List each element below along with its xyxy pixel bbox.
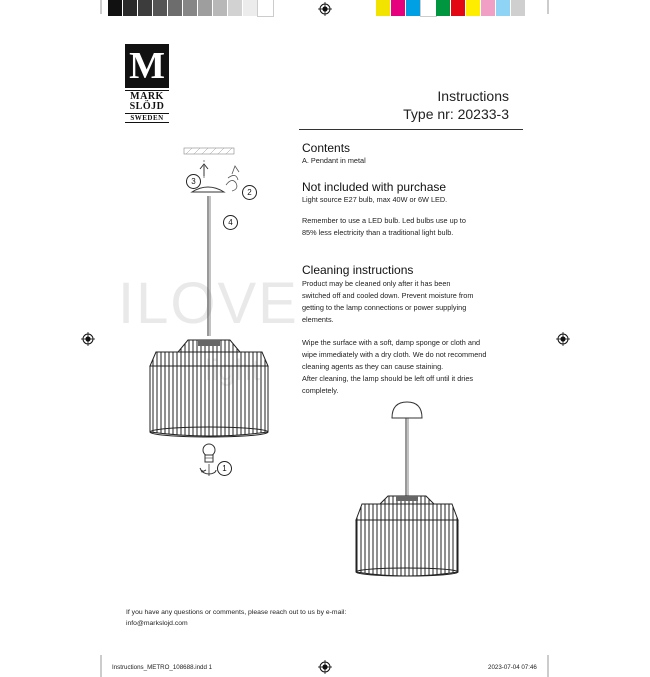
contents-item: A. Pendant in metal bbox=[302, 156, 366, 165]
step-badge-3: 3 bbox=[186, 174, 201, 189]
assembled-lamp-illustration bbox=[340, 396, 470, 586]
logo-letter: M bbox=[125, 44, 169, 88]
logo-line: SWEDEN bbox=[125, 113, 169, 123]
contact-email[interactable]: info@markslojd.com bbox=[126, 620, 188, 627]
contents-heading: Contents bbox=[302, 141, 351, 155]
print-date: 2023-07-04 07:46 bbox=[488, 664, 537, 671]
cleaning-text: Wipe the surface with a soft, damp sponge or cloth and bbox=[302, 338, 481, 347]
type-number: Type nr: 20233-3 bbox=[403, 106, 509, 122]
not-included-heading: Not included with purchase bbox=[302, 180, 447, 194]
brand-logo bbox=[125, 44, 169, 122]
logo-line: SLÖJD bbox=[129, 101, 165, 112]
header-divider bbox=[299, 129, 523, 130]
watermark: ILOVE bbox=[118, 271, 299, 336]
cleaning-text: elements. bbox=[302, 315, 334, 324]
cleaning-text: getting to the lamp connections or power supplying bbox=[302, 303, 467, 312]
cleaning-heading: Cleaning instructions bbox=[302, 263, 414, 277]
step-badge-4: 4 bbox=[223, 215, 238, 230]
not-included-line: Light source E27 bulb, max 40W or 6W LED. bbox=[302, 195, 448, 204]
installation-diagram bbox=[140, 140, 290, 490]
cleaning-text: wipe immediately with a dry cloth. We do not recommend bbox=[302, 350, 487, 359]
cleaning-text: Product may be cleaned only after it has been bbox=[302, 279, 451, 288]
logo-line: MARK bbox=[125, 90, 169, 102]
cleaning-text: completely. bbox=[302, 386, 339, 395]
document-title: Instructions bbox=[437, 88, 509, 104]
step-badge-2: 2 bbox=[242, 185, 257, 200]
led-note: 85% less electricity than a traditional light bulb. bbox=[302, 228, 454, 237]
cleaning-text: After cleaning, the lamp should be left off until it dries bbox=[302, 374, 474, 383]
cleaning-text: cleaning agents as they can cause staining. bbox=[302, 362, 444, 371]
step-badge-1: 1 bbox=[217, 461, 232, 476]
led-note: Remember to use a LED bulb. Led bulbs use up to bbox=[302, 216, 466, 225]
contact-text: If you have any questions or comments, please reach out to us by e-mail: bbox=[126, 609, 347, 616]
file-name: Instructions_METRO_108688.indd 1 bbox=[112, 664, 213, 671]
cleaning-text: switched off and cooled down. Prevent moisture from bbox=[302, 291, 474, 300]
